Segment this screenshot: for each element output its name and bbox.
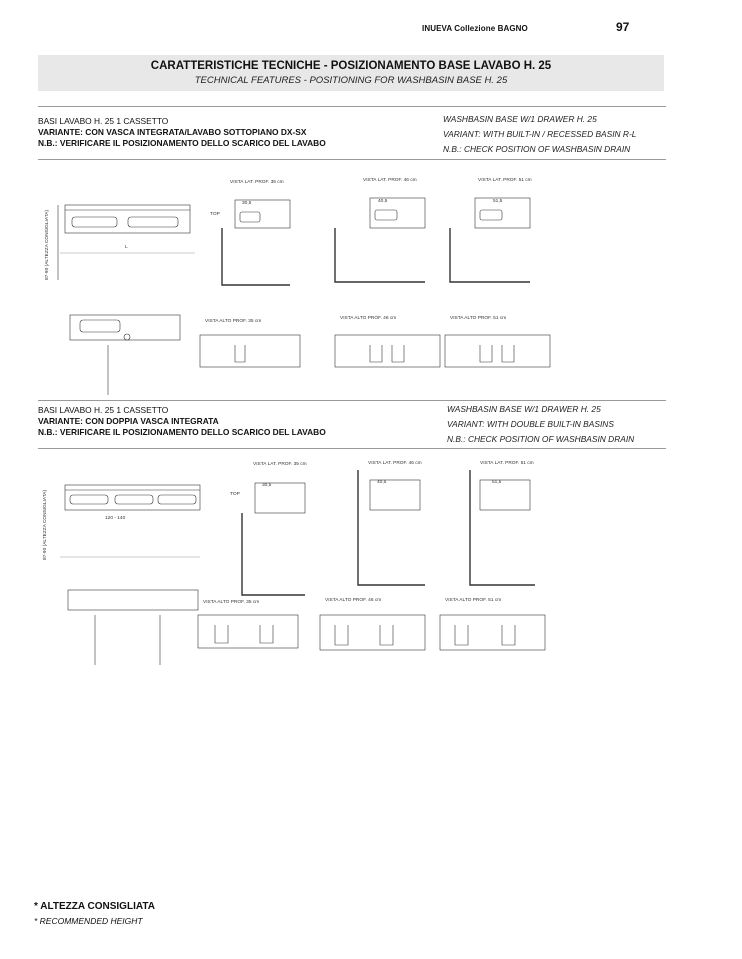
height-label: 87-90 (ALTEZZA CONSIGLIATA) (43, 489, 48, 560)
spec-line-en: WASHBASIN BASE W/1 DRAWER H. 25 (443, 114, 597, 124)
side-dimension: 51,5 (493, 199, 503, 204)
side-dimension: 51,5 (492, 480, 502, 485)
top-view-label: VISTA ALTO PROF. 35 cm (205, 319, 262, 324)
side-view-label: VISTA LAT. PROF. 46 cm (368, 461, 422, 466)
front-elevation (65, 205, 190, 233)
spec-variant-en: VARIANT: WITH BUILT-IN / RECESSED BASIN R-L (443, 129, 637, 139)
side-dimension: 40,5 (378, 199, 388, 204)
side-view-label: VISTA LAT. PROF. 51 cm (478, 178, 532, 183)
spec-note: N.B.: VERIFICARE IL POSIZIONAMENTO DELLO SCARICO DEL LAVABO (38, 427, 326, 437)
side-dimension: 30,5 (242, 201, 252, 206)
top-view-label: VISTA ALTO PROF. 35 cm (203, 600, 260, 605)
footnote: * ALTEZZA CONSIGLIATA (34, 901, 155, 912)
side-view-label: VISTA LAT. PROF. 35 cm (230, 180, 284, 185)
title-band (38, 55, 664, 91)
divider (38, 106, 666, 107)
width-label: 120 - 140 (105, 516, 126, 521)
side-dimension: 40,5 (377, 480, 387, 485)
top-view-label: VISTA ALTO PROF. 46 cm (340, 316, 397, 321)
side-view-label: VISTA LAT. PROF. 35 cm (253, 462, 307, 467)
divider (38, 400, 666, 401)
spec-line-en: WASHBASIN BASE W/1 DRAWER H. 25 (447, 404, 601, 414)
spec-variant-en: VARIANT: WITH DOUBLE BUILT-IN BASINS (447, 419, 614, 429)
section-1-spec-en (443, 112, 636, 157)
top-label: TOP (230, 492, 240, 497)
spec-variant: VARIANTE: CON VASCA INTEGRATA/LAVABO SOTTOPIANO DX-SX (38, 127, 307, 137)
spec-note: N.B.: VERIFICARE IL POSIZIONAMENTO DELLO SCARICO DEL LAVABO (38, 138, 326, 148)
divider (38, 159, 666, 160)
side-view-label: VISTA LAT. PROF. 51 cm (480, 461, 534, 466)
page-title: CARATTERISTICHE TECNICHE - POSIZIONAMENTO BASE LAVABO H. 25 (150, 60, 552, 72)
spec-note-en: N.B.: CHECK POSITION OF WASHBASIN DRAIN (447, 434, 635, 444)
width-label: L (125, 245, 128, 250)
top-view-label: VISTA ALTO PROF. 51 cm (445, 598, 502, 603)
page-subtitle: TECHNICAL FEATURES - POSITIONING FOR WASHBASIN BASE H. 25 (194, 75, 508, 86)
top-view-label: VISTA ALTO PROF. 46 cm (325, 598, 382, 603)
side-view-label: VISTA LAT. PROF. 46 cm (363, 178, 417, 183)
section-1-spec-it (38, 116, 326, 149)
section-2-drawings (30, 455, 670, 670)
spec-note-en: N.B.: CHECK POSITION OF WASHBASIN DRAIN (443, 144, 631, 154)
section-2-spec-it (38, 405, 326, 438)
top-label: TOP (210, 212, 220, 217)
page-number: 97 (616, 20, 630, 34)
top-view-label: VISTA ALTO PROF. 51 cm (450, 316, 507, 321)
section-1-drawings (30, 170, 670, 395)
height-label: 87-90 (ALTEZZA CONSIGLIATA) (45, 209, 50, 280)
spec-variant: VARIANTE: CON DOPPIA VASCA INTEGRATA (38, 416, 219, 426)
front-elevation (65, 485, 200, 510)
spec-line: BASI LAVABO H. 25 1 CASSETTO (38, 116, 169, 126)
brand-header: INUEVA Collezione BAGNO (422, 24, 528, 33)
footnote-en: * RECOMMENDED HEIGHT (34, 916, 143, 926)
section-2-spec-en (447, 402, 634, 447)
side-dimension: 30,5 (262, 483, 272, 488)
spec-line: BASI LAVABO H. 25 1 CASSETTO (38, 405, 169, 415)
divider (38, 448, 666, 449)
